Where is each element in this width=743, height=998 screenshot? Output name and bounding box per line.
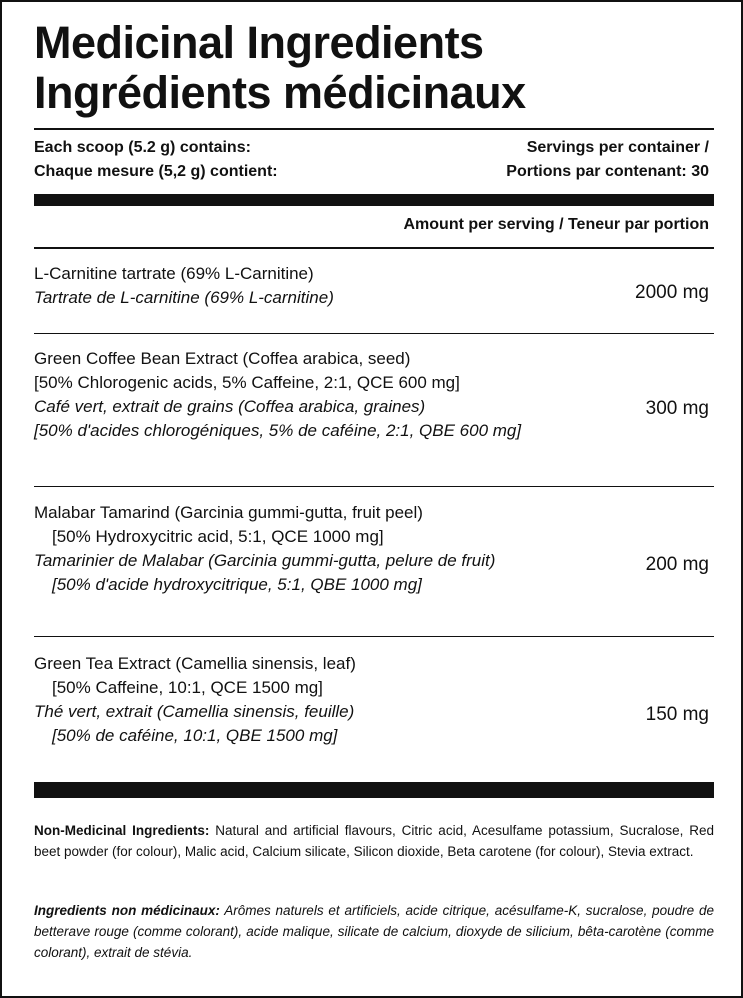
title-french: Ingrédients médicinaux bbox=[34, 67, 526, 118]
ingredient-row bbox=[34, 501, 495, 597]
amount-per-serving-header: Amount per serving / Teneur par portion bbox=[403, 216, 709, 233]
ingredient-amount: 300 mg bbox=[645, 398, 709, 419]
thick-divider-bottom bbox=[34, 782, 714, 798]
non-medicinal-label-english: Non-Medicinal Ingredients: bbox=[34, 823, 210, 838]
servings-english: Servings per container / bbox=[526, 139, 709, 156]
ingredient-spec-french: [50% de caféine, 10:1, QBE 1500 mg] bbox=[52, 726, 338, 745]
ingredient-name-french: Café vert, extrait de grains (Coffea arabica, graines) bbox=[34, 397, 426, 416]
row-divider bbox=[34, 486, 714, 487]
ingredient-row bbox=[34, 347, 521, 443]
ingredient-name-english: L-Carnitine tartrate (69% L-Carnitine) bbox=[34, 264, 314, 283]
non-medicinal-list-french: Arômes naturels et artificiels, acide citrique, acésulfame-K, sucralose, poudre de betterave rouge (comme colorant), acide malique, silicate de calcium, dioxyde de silicium, bêta-carotène (comme colorant), extrait de stévia. bbox=[34, 903, 714, 960]
ingredient-name-english: Malabar Tamarind (Garcinia gummi-gutta, fruit peel) bbox=[34, 503, 423, 522]
non-medicinal-english bbox=[34, 820, 714, 862]
ingredient-spec-english: [50% Hydroxycitric acid, 5:1, QCE 1000 mg] bbox=[52, 527, 384, 546]
ingredient-name-english: Green Tea Extract (Camellia sinensis, leaf) bbox=[34, 654, 356, 673]
title-divider bbox=[34, 128, 714, 130]
serving-size bbox=[34, 136, 278, 184]
ingredient-row bbox=[34, 652, 356, 748]
row-divider bbox=[34, 333, 714, 334]
ingredient-spec-english: [50% Chlorogenic acids, 5% Caffeine, 2:1, QCE 600 mg] bbox=[34, 373, 460, 392]
ingredient-name-french: Tamarinier de Malabar (Garcinia gummi-gutta, pelure de fruit) bbox=[34, 551, 496, 570]
header-divider bbox=[34, 247, 714, 249]
thick-divider-top bbox=[34, 194, 714, 206]
serving-size-french: Chaque mesure (5,2 g) contient: bbox=[34, 163, 278, 180]
ingredient-name-english: Green Coffee Bean Extract (Coffea arabica, seed) bbox=[34, 349, 411, 368]
ingredient-spec-french: [50% d'acide hydroxycitrique, 5:1, QBE 1000 mg] bbox=[52, 575, 422, 594]
ingredient-name-french: Tartrate de L-carnitine (69% L-carnitine) bbox=[34, 288, 334, 307]
ingredient-spec-french: [50% d'acides chlorogéniques, 5% de caféine, 2:1, QBE 600 mg] bbox=[34, 421, 522, 440]
ingredient-spec-english: [50% Caffeine, 10:1, QCE 1500 mg] bbox=[52, 678, 323, 697]
title-english: Medicinal Ingredients bbox=[34, 17, 484, 68]
servings-per-container bbox=[506, 136, 709, 184]
non-medicinal-french bbox=[34, 900, 714, 963]
row-divider bbox=[34, 636, 714, 637]
ingredient-amount: 2000 mg bbox=[635, 282, 709, 303]
servings-french: Portions par contenant: 30 bbox=[506, 163, 709, 180]
ingredient-row bbox=[34, 262, 334, 310]
ingredient-amount: 150 mg bbox=[645, 704, 709, 725]
serving-size-english: Each scoop (5.2 g) contains: bbox=[34, 139, 251, 156]
non-medicinal-list-english: Natural and artificial flavours, Citric acid, Acesulfame potassium, Sucralose, Red beet powder (for colour), Malic acid, Calcium silicate, Silicon dioxide, Beta carotene (for colour), Stevia extract. bbox=[34, 823, 714, 859]
ingredient-name-french: Thé vert, extrait (Camellia sinensis, feuille) bbox=[34, 702, 355, 721]
non-medicinal-label-french: Ingredients non médicinaux: bbox=[34, 903, 220, 918]
ingredient-amount: 200 mg bbox=[645, 554, 709, 575]
